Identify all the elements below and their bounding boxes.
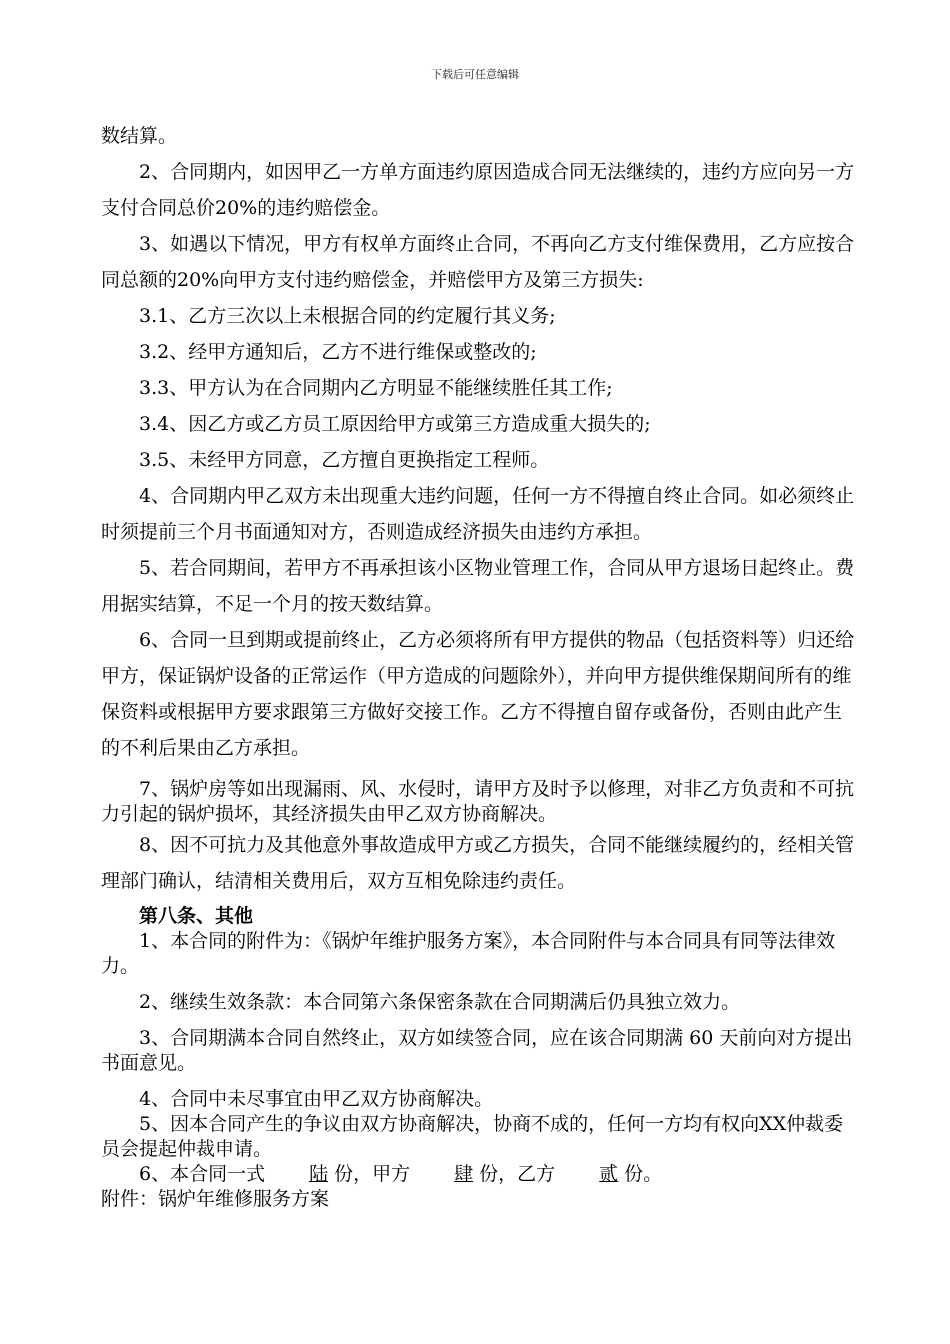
clause-3-1: 3.1、乙方三次以上未根据合同的约定履行其义务; xyxy=(139,305,556,327)
copies-text-post: 份。 xyxy=(624,1163,663,1185)
document-body xyxy=(101,118,856,1212)
article-8-heading: 第八条、其他 xyxy=(139,905,254,927)
copies-total: 陆 xyxy=(309,1163,329,1185)
clause-3-5: 3.5、未经甲方同意，乙方擅自更换指定工程师。 xyxy=(139,449,550,471)
attachment-line: 附件：锅炉年维修服务方案 xyxy=(101,1188,330,1210)
paragraph-continuation: 数结算。 xyxy=(101,125,178,147)
copies-text-mid2: 份，乙方 xyxy=(479,1163,556,1185)
page-header: 下载后可任意编辑 xyxy=(431,68,519,81)
copies-text-mid1: 份，甲方 xyxy=(334,1163,411,1185)
copies-text-pre: 6、本合同一式 xyxy=(139,1163,266,1185)
article-8-item-5: 5、因本合同产生的争议由双方协商解决，协商不成的，任何一方均有权向XX仲裁委员会提起仲裁申请。 xyxy=(101,1113,844,1160)
copies-party-b: 贰 xyxy=(599,1163,619,1185)
article-8-item-1: 1、本合同的附件为：《锅炉年维护服务方案》，本合同附件与本合同具有同等法律效力。 xyxy=(101,930,836,977)
clause-3: 3、如遇以下情况，甲方有权单方面终止合同，不再向乙方支付维保费用，乙方应按合同总额的20%向甲方支付违约赔偿金，并赔偿甲方及第三方损失: xyxy=(101,233,855,291)
clause-7: 7、锅炉房等如出现漏雨、风、水侵时，请甲方及时予以修理，对非乙方负责和不可抗力引起的锅炉损坏，其经济损失由甲乙双方协商解决。 xyxy=(101,778,855,825)
clause-6: 6、合同一旦到期或提前终止，乙方必须将所有甲方提供的物品（包括资料等）归还给甲方，保证锅炉设备的正常运作（甲方造成的问题除外），并向甲方提供维保期间所有的维保资料或根据甲方要求跟第三方做好交接工作。乙方不得擅自留存或备份，否则由此产生的不利后果由乙方承担。 xyxy=(101,629,855,759)
copies-party-a: 肆 xyxy=(454,1163,474,1185)
clause-3-3: 3.3、甲方认为在合同期内乙方明显不能继续胜任其工作; xyxy=(139,377,613,399)
article-8-item-2: 2、继续生效条款：本合同第六条保密条款在合同期满后仍具独立效力。 xyxy=(139,991,741,1013)
clause-2: 2、合同期内，如因甲乙一方单方面违约原因造成合同无法继续的，违约方应向另一方支付合同总价20%的违约赔偿金。 xyxy=(101,161,855,219)
article-8-item-6 xyxy=(101,1162,856,1187)
article-8-item-4: 4、合同中未尽事宜由甲乙双方协商解决。 xyxy=(139,1088,494,1110)
clause-4: 4、合同期内甲乙双方未出现重大违约问题，任何一方不得擅自终止合同。如必须终止时须提前三个月书面通知对方，否则造成经济损失由违约方承担。 xyxy=(101,485,855,543)
clause-5: 5、若合同期间，若甲方不再承担该小区物业管理工作，合同从甲方退场日起终止。费用据实结算，不足一个月的按天数结算。 xyxy=(101,557,855,615)
clause-8: 8、因不可抗力及其他意外事故造成甲方或乙方损失，合同不能继续履约的，经相关管理部门确认，结清相关费用后，双方互相免除违约责任。 xyxy=(101,834,855,892)
article-8-item-3: 3、合同期满本合同自然终止，双方如续签合同，应在该合同期满 60 天前向对方提出书面意见。 xyxy=(101,1027,853,1074)
clause-3-2: 3.2、经甲方通知后，乙方不进行维保或整改的; xyxy=(139,341,537,363)
clause-3-4: 3.4、因乙方或乙方员工原因给甲方或第三方造成重大损失的; xyxy=(139,413,651,435)
